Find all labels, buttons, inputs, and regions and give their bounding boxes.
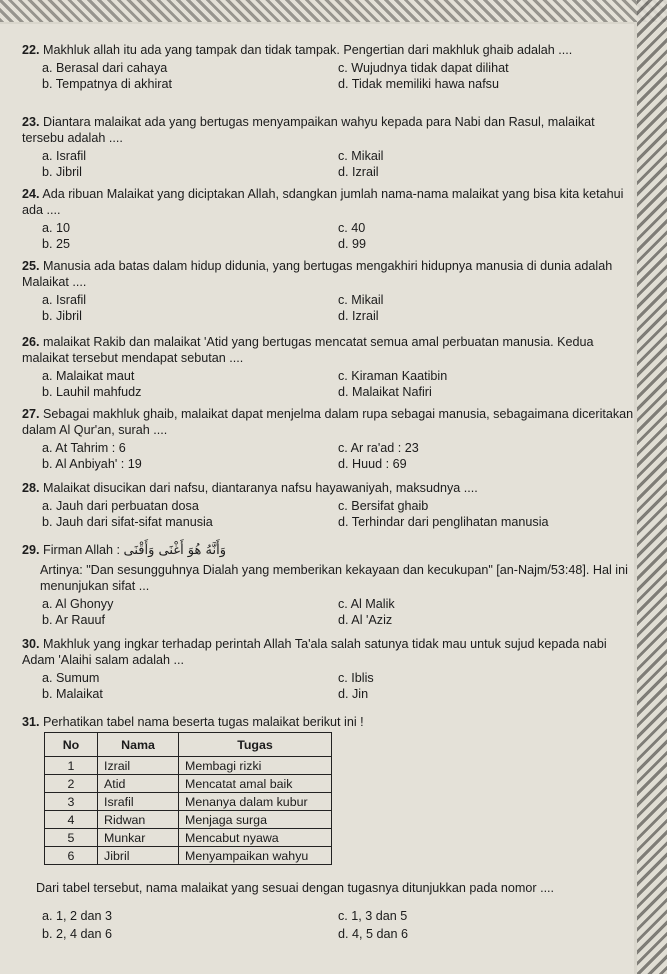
table-row xyxy=(45,829,332,847)
question-stem-continued: Dari tabel tersebut, nama malaikat yang sesuai dengan tugasnya ditunjukkan pada nomor .... xyxy=(36,881,555,895)
cell-nama: Jibril xyxy=(98,847,179,865)
table-row xyxy=(45,757,332,775)
cell-no: 3 xyxy=(45,793,98,811)
decorative-border-right xyxy=(637,0,667,974)
table-row xyxy=(45,847,332,865)
question-stem: 27. Sebagai makhluk ghaib, malaikat dapat menjelma dalam rupa sebagai manusia, sebagaimana diceritakan dalam Al Qur'an, surah .... xyxy=(22,407,634,437)
decorative-border-top xyxy=(0,0,667,22)
question-31 xyxy=(22,714,634,730)
cell-tugas: Membagi rizki xyxy=(179,757,332,775)
option-c: c. Al Malik xyxy=(338,597,395,611)
option-b: b. Jibril xyxy=(42,309,82,323)
question-stem: 24. Ada ribuan Malaikat yang diciptakan Allah, sdangkan jumlah nama-nama malaikat yang bisa kita ketahui ada .... xyxy=(22,187,624,217)
question-27 xyxy=(22,406,634,472)
option-d: d. Terhindar dari penglihatan manusia xyxy=(338,515,549,529)
option-b: b. Al Anbiyah' : 19 xyxy=(42,457,142,471)
cell-tugas: Menanya dalam kubur xyxy=(179,793,332,811)
option-d: d. Huud : 69 xyxy=(338,457,407,471)
question-stem: 28. Malaikat disucikan dari nafsu, diantaranya nafsu hayawaniyah, maksudnya .... xyxy=(22,481,478,495)
option-a: a. Israfil xyxy=(42,149,87,163)
question-stem: 30. Makhluk yang ingkar terhadap perintah Allah Ta'ala salah satunya tidak mau untuk sujud kepada nabi Adam 'Alaihi salam adalah ... xyxy=(22,637,607,667)
option-b: b. Jauh dari sifat-sifat manusia xyxy=(42,515,213,529)
question-25 xyxy=(22,258,634,324)
cell-no: 2 xyxy=(45,775,98,793)
worksheet-page xyxy=(0,24,634,974)
option-d: d. Al 'Aziz xyxy=(338,613,393,627)
cell-no: 1 xyxy=(45,757,98,775)
option-d: d. Tidak memiliki hawa nafsu xyxy=(338,77,499,91)
option-b: b. Ar Rauuf xyxy=(42,613,106,627)
option-b: b. 25 xyxy=(42,237,71,251)
question-stem: 23. Diantara malaikat ada yang bertugas menyampaikan wahyu kepada para Nabi dan Rasul, malaikat tersebu adalah .... xyxy=(22,115,595,145)
arabic-verse: وَأَنَّهُ هُوَ أَغْنَى وَأَقْنَى xyxy=(123,543,226,558)
option-b: b. Tempatnya di akhirat xyxy=(42,77,172,91)
question-translation: Artinya: "Dan sesungguhnya Dialah yang memberikan kekayaan dan kecukupan" [an-Najm/53:48]. Hal ini menunjukan sifat ... xyxy=(40,563,628,593)
option-d: d. 99 xyxy=(338,237,367,251)
option-c: c. Bersifat ghaib xyxy=(338,499,429,513)
question-29 xyxy=(22,542,634,628)
option-c: c. 1, 3 dan 5 xyxy=(338,909,408,923)
option-a: a. Israfil xyxy=(42,293,87,307)
option-b: b. 2, 4 dan 6 xyxy=(42,927,113,941)
cell-no: 5 xyxy=(45,829,98,847)
option-a: a. Al Ghonyy xyxy=(42,597,114,611)
cell-no: 4 xyxy=(45,811,98,829)
option-c: c. Ar ra'ad : 23 xyxy=(338,441,419,455)
option-d: d. Jin xyxy=(338,687,369,701)
table-row xyxy=(45,793,332,811)
question-stem: 26. malaikat Rakib dan malaikat 'Atid yang bertugas mencatat semua amal perbuatan manusia. Kedua malaikat tersebut mendapat sebutan .... xyxy=(22,335,594,365)
option-a: a. 10 xyxy=(42,221,71,235)
option-b: b. Malaikat xyxy=(42,687,103,701)
question-stem: 29. Firman Allah : وَأَنَّهُ هُوَ أَغْنَى وَأَقْنَى xyxy=(22,543,226,558)
cell-tugas: Mencatat amal baik xyxy=(179,775,332,793)
question-stem: 22. Makhluk allah itu ada yang tampak dan tidak tampak. Pengertian dari makhluk ghaib adalah .... xyxy=(22,43,573,57)
option-a: a. Jauh dari perbuatan dosa xyxy=(42,499,199,513)
option-d: d. Malaikat Nafiri xyxy=(338,385,432,399)
option-c: c. Mikail xyxy=(338,293,384,307)
cell-nama: Ridwan xyxy=(98,811,179,829)
question-31-followup xyxy=(22,880,634,942)
table-header-tugas: Tugas xyxy=(179,733,332,757)
cell-tugas: Mencabut nyawa xyxy=(179,829,332,847)
option-a: a. 1, 2 dan 3 xyxy=(42,909,113,923)
question-24 xyxy=(22,186,634,252)
option-c: c. Iblis xyxy=(338,671,374,685)
option-c: c. Mikail xyxy=(338,149,384,163)
option-a: a. Berasal dari cahaya xyxy=(42,61,168,75)
table-header-no: No xyxy=(45,733,98,757)
option-d: d. 4, 5 dan 6 xyxy=(338,927,409,941)
option-c: c. Kiraman Kaatibin xyxy=(338,369,448,383)
option-b: b. Jibril xyxy=(42,165,82,179)
question-stem: 31. Perhatikan tabel nama beserta tugas malaikat berikut ini ! xyxy=(22,715,364,729)
cell-nama: Munkar xyxy=(98,829,179,847)
question-28 xyxy=(22,480,634,530)
cell-nama: Atid xyxy=(98,775,179,793)
option-b: b. Lauhil mahfudz xyxy=(42,385,142,399)
question-stem: 25. Manusia ada batas dalam hidup didunia, yang bertugas mengakhiri hidupnya manusia di dunia adalah Malaikat .... xyxy=(22,259,613,289)
question-30 xyxy=(22,636,634,702)
table-row xyxy=(45,811,332,829)
cell-tugas: Menjaga surga xyxy=(179,811,332,829)
option-c: c. 40 xyxy=(338,221,366,235)
table-header-nama: Nama xyxy=(98,733,179,757)
cell-no: 6 xyxy=(45,847,98,865)
cell-tugas: Menyampaikan wahyu xyxy=(179,847,332,865)
question-23 xyxy=(22,114,634,180)
question-26 xyxy=(22,334,634,400)
option-a: a. Malaikat maut xyxy=(42,369,135,383)
option-d: d. Izrail xyxy=(338,165,379,179)
option-a: a. Sumum xyxy=(42,671,100,685)
table-row xyxy=(45,775,332,793)
question-22 xyxy=(22,42,634,92)
option-d: d. Izrail xyxy=(338,309,379,323)
cell-nama: Israfil xyxy=(98,793,179,811)
cell-nama: Izrail xyxy=(98,757,179,775)
malaikat-table xyxy=(44,732,332,865)
option-c: c. Wujudnya tidak dapat dilihat xyxy=(338,61,509,75)
option-a: a. At Tahrim : 6 xyxy=(42,441,126,455)
